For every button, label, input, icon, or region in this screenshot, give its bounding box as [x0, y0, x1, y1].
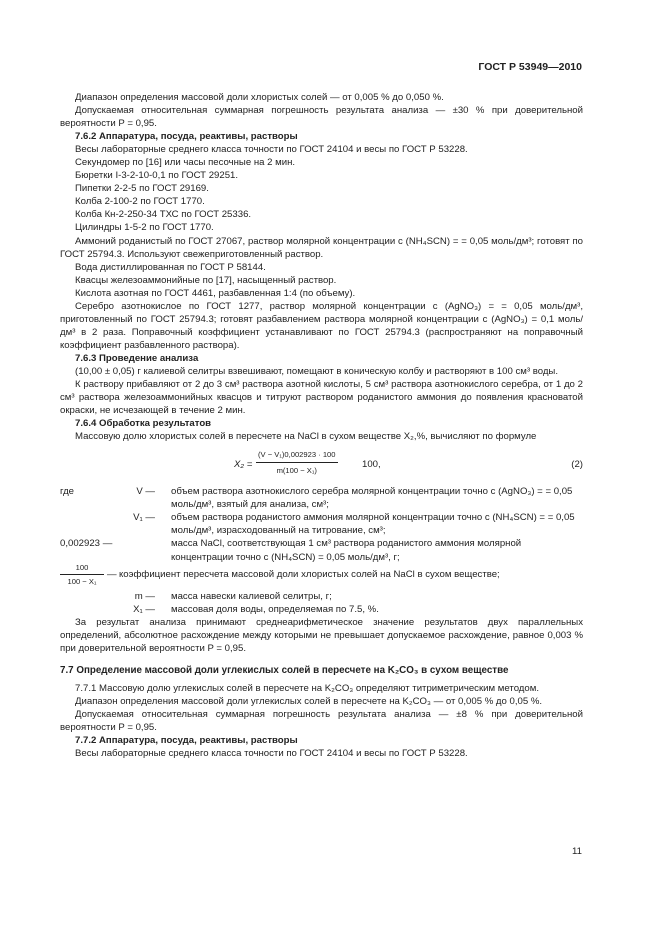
legend-text: масса навески калиевой селитры, г;: [171, 590, 332, 602]
section-heading: 7.6.4 Обработка результатов: [75, 418, 212, 430]
paragraph: Допускаемая относительная суммарная погрешность результата анализа — ±8 % при доверительной вероятности P = 0,95.: [60, 708, 583, 733]
paragraph: Весы лабораторные среднего класса точности по ГОСТ 24104 и весы по ГОСТ Р 53228.: [75, 748, 468, 760]
legend-symbol: m —: [134, 590, 155, 602]
legend-text: объем раствора азотнокислого серебра молярной концентрации точно c (AgNO₃) = = 0,05 моль/дм³, взятый для анализа, см³;: [171, 486, 573, 511]
section-heading: 7.7 Определение массовой доли углекислых солей в пересчете на K₂CO₃ в сухом веществе: [60, 664, 509, 676]
formula-factor: 100,: [362, 459, 381, 471]
legend-text: масса NaCl, соответствующая 1 см³ раствора роданистого аммония молярной концентрации точно c (NH₄SCN) = 0,05 моль/дм³, г;: [171, 538, 522, 563]
paragraph: Вода дистиллированная по ГОСТ Р 58144.: [75, 261, 266, 273]
paragraph: Квасцы железоаммонийные по [17], насыщенный раствор.: [75, 274, 337, 286]
paragraph: Кислота азотная по ГОСТ 4461, разбавленная 1:4 (по объему).: [75, 287, 356, 299]
legend-symbol: V₁ —: [133, 512, 155, 524]
paragraph: Бюретки I-3-2-10-0,1 по ГОСТ 29251.: [75, 170, 239, 182]
formula-legend: [60, 485, 583, 615]
paragraph: Аммоний роданистый по ГОСТ 27067, раствор молярной концентрации c (NH₄SCN) = = 0,05 моль/дм³; готовят по ГОСТ 25794.3. Используют свежеприготовленный раствор.: [60, 235, 583, 260]
paragraph: Колба Кн-2-250-34 ТХС по ГОСТ 25336.: [75, 209, 252, 221]
legend-symbol: V —: [136, 486, 155, 498]
paragraph: Массовую долю хлористых солей в пересчете на NaCl в сухом веществе X₂,%, вычисляют по формуле: [75, 431, 537, 443]
legend-where-label: где: [60, 486, 75, 498]
paragraph: Секундомер по [16] или часы песочные на 2 мин.: [75, 157, 296, 169]
paragraph: Пипетки 2-2-5 по ГОСТ 29169.: [75, 183, 209, 195]
paragraph: Диапазон определения массовой доли хлористых солей — от 0,005 % до 0,050 %.: [75, 92, 444, 103]
paragraph: Допускаемая относительная суммарная погрешность результата анализа — ±30 % при доверительной вероятности P = 0,95.: [60, 105, 583, 130]
formula-fraction: [256, 448, 338, 477]
legend-row: [60, 564, 583, 590]
paragraph: За результат анализа принимают среднеарифметическое значение результатов двух параллельных определений, абсолютное расхождение между которыми не превышает допускаемое расхождение, равное 0,003 % при доверительной вероятности P = 0,95.: [60, 616, 583, 654]
legend-fraction: 100 100 − X₁: [60, 561, 104, 588]
page-number: 11: [572, 846, 582, 857]
section-heading: 7.6.3 Проведение анализа: [75, 352, 199, 364]
paragraph: Серебро азотнокислое по ГОСТ 1277, раствор молярной концентрации c (AgNO₃) = = 0,05 моль/дм³, приготовленный по ГОСТ 25794.3; готовят разбавлением раствора молярной концентрации c (AgNO₃) = 0,1 моль/дм³ в 2 раза. Поправочный коэффициент устанавливают по ГОСТ 25794.3 (распространяют на поправочный коэффициент разбавленного раствора).: [60, 300, 583, 351]
paragraph: Цилиндры 1-5-2 по ГОСТ 1770.: [75, 222, 214, 234]
legend-row: [60, 590, 583, 603]
legend-symbol: 0,002923 —: [60, 538, 113, 550]
legend-row: [60, 537, 583, 563]
legend-symbol: X₁ —: [133, 603, 155, 615]
paragraph: Диапазон определения массовой доли углекислых солей в пересчете на K₂CO₃ — от 0,005 % до 0,05 %.: [75, 695, 543, 707]
paragraph: (10,00 ± 0,05) г калиевой селитры взвешивают, помещают в коническую колбу и растворяют в 100 см³ воды.: [75, 365, 558, 377]
paragraph: 7.7.1 Массовую долю углекислых солей в пересчете на K₂CO₃ определяют титриметрическим методом.: [75, 682, 540, 694]
paragraph: Весы лабораторные среднего класса точности по ГОСТ 24104 и весы по ГОСТ Р 53228.: [75, 144, 468, 156]
formula-numerator: (V − V₁)0,002923 · 100: [256, 448, 338, 463]
section-heading: 7.7.2 Аппаратура, посуда, реактивы, растворы: [75, 735, 298, 747]
document-body: [60, 91, 583, 760]
legend-row: [60, 603, 583, 616]
legend-text: объем раствора роданистого аммония молярной концентрации точно c (NH₄SCN) = = 0,05 моль/дм³, израсходованный на титрование, см³;: [171, 512, 575, 537]
paragraph: К раствору прибавляют от 2 до 3 см³ раствора азотной кислоты, 5 см³ раствора азотнокислого серебра, от 1 до 2 см³ раствора железоаммонийных квасцов и титруют раствором роданистого аммония до появления красноватой окраски, не исчезающей в течение 2 мин.: [60, 379, 583, 417]
document-header: ГОСТ Р 53949—2010: [478, 61, 582, 73]
formula-denominator: m(100 − X₁): [276, 466, 317, 476]
legend-text: массовая доля воды, определяемая по 7.5, %.: [171, 603, 379, 615]
legend-text: коэффициент пересчета массовой доли хлористых солей на NaCl в сухом веществе;: [119, 568, 500, 580]
formula-lhs: X₂ =: [234, 459, 253, 471]
legend-dash: —: [107, 568, 117, 580]
paragraph: Колба 2-100-2 по ГОСТ 1770.: [75, 196, 205, 208]
formula-2: [60, 447, 583, 483]
legend-row: [60, 511, 583, 537]
section-heading: 7.6.2 Аппаратура, посуда, реактивы, растворы: [75, 131, 298, 143]
legend-row: [60, 485, 583, 511]
formula-number: (2): [571, 459, 583, 471]
